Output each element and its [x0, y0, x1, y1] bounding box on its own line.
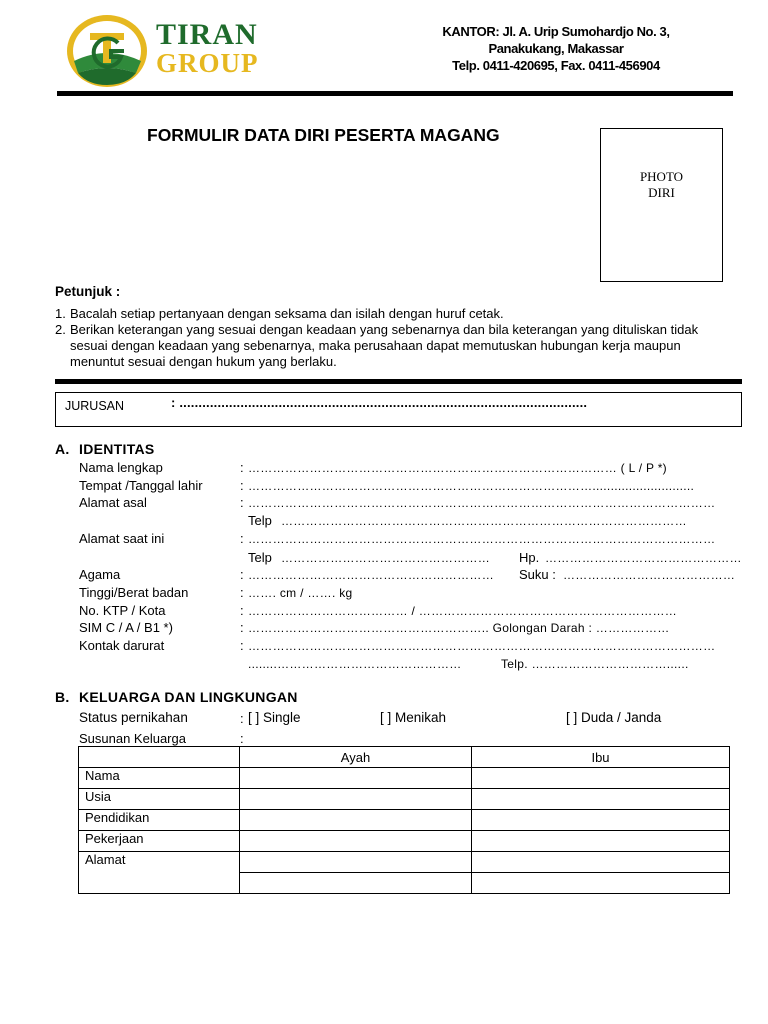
- ktp-input[interactable]: ………………………………… / ………………………………………………………: [248, 604, 678, 618]
- office-line-3: Telp. 0411-420695, Fax. 0411-456904: [452, 58, 660, 73]
- table-row: [79, 852, 730, 873]
- ttl-label: Tempat /Tanggal lahir: [79, 478, 203, 493]
- ktp-label: No. KTP / Kota: [79, 603, 166, 618]
- tinggi-input[interactable]: ……. cm / ……. kg: [248, 586, 353, 600]
- agama-label: Agama: [79, 567, 121, 582]
- brand-name-bottom: GROUP: [156, 48, 259, 78]
- table-row: [79, 789, 730, 810]
- table-row: [79, 810, 730, 831]
- telp-ini-input[interactable]: ……………………………………………: [281, 551, 491, 565]
- row-label-pendidikan: Pendidikan: [79, 810, 240, 831]
- row-label-nama: Nama: [79, 768, 240, 789]
- photo-box[interactable]: [600, 128, 723, 282]
- cell-ayah-alamat-1[interactable]: [240, 852, 472, 873]
- suku-input[interactable]: ……………………………………: [563, 568, 736, 582]
- tinggi-label: Tinggi/Berat badan: [79, 585, 189, 600]
- kontak-telp-input[interactable]: Telp. ……………………………......: [501, 657, 689, 671]
- ttl-input[interactable]: …………………………………………………………………………............................: [248, 479, 695, 493]
- cell-ibu-alamat-2[interactable]: [472, 873, 730, 894]
- cell-ayah-usia[interactable]: [240, 789, 472, 810]
- colon: :: [240, 638, 244, 653]
- colon: :: [240, 460, 244, 475]
- form-title: FORMULIR DATA DIRI PESERTA MAGANG: [147, 125, 500, 145]
- colon: :: [240, 531, 244, 546]
- section-b-title: KELUARGA DAN LINGKUNGAN: [79, 689, 298, 705]
- sim-input[interactable]: ………………………………………………….. Golongan Darah : ………………: [248, 621, 670, 635]
- photo-label-1: PHOTO: [639, 169, 684, 184]
- row-label-usia: Usia: [79, 789, 240, 810]
- cell-ibu-nama[interactable]: [472, 768, 730, 789]
- colon: :: [240, 711, 244, 726]
- telp-ini-label: Telp: [248, 550, 272, 565]
- section-b-letter: B.: [55, 689, 70, 705]
- hp-input[interactable]: …………………………………………: [545, 551, 742, 565]
- section-divider: [55, 379, 742, 384]
- alamat-asal-label: Alamat asal: [79, 495, 147, 510]
- telp-asal-label: Telp: [248, 513, 272, 528]
- row-label-pekerjaan: Pekerjaan: [79, 831, 240, 852]
- instruction-item: [55, 306, 735, 322]
- cell-ayah-nama[interactable]: [240, 768, 472, 789]
- suku-label: Suku :: [519, 567, 556, 582]
- office-address: [406, 23, 706, 74]
- kontak-input-line2[interactable]: ........………………………………………: [248, 657, 462, 671]
- instruction-number: 1.: [55, 306, 66, 321]
- instruction-text: Bacalah setiap pertanyaan dengan seksama dan isilah dengan huruf cetak.: [70, 306, 504, 321]
- section-a-heading: [55, 441, 155, 457]
- nama-label: Nama lengkap: [79, 460, 163, 475]
- agama-input[interactable]: ……………………………………………………: [248, 568, 494, 582]
- colon: :: [240, 495, 244, 510]
- colon: :: [240, 603, 244, 618]
- colon: :: [240, 567, 244, 582]
- jurusan-label: JURUSAN: [65, 399, 125, 413]
- cell-ayah-alamat-2[interactable]: [240, 873, 472, 894]
- jurusan-field[interactable]: [55, 392, 742, 427]
- table-header-ibu: Ibu: [472, 747, 730, 768]
- tiran-group-logo: [66, 13, 148, 88]
- hp-label: Hp.: [519, 550, 540, 565]
- instruction-text: Berikan keterangan yang sesuai dengan keadaan yang sebenarnya dan bila keterangan yang dituliskan tidak sesuai dengan keadaan yang sebenarnya, maka perusahaan dapat memutuskan hubungan kerja maupun menuntut sesuai dengan hukum yang berlaku.: [70, 322, 699, 369]
- header-divider: [57, 91, 733, 96]
- alamat-ini-input[interactable]: ……………………………………………………………………………………………………: [248, 532, 716, 546]
- jurusan-input[interactable]: : ...........................................................................................................: [171, 395, 588, 410]
- instruction-number: 2.: [55, 322, 66, 337]
- table-header-ayah: Ayah: [240, 747, 472, 768]
- photo-label-2: DIRI: [648, 185, 675, 200]
- colon: :: [240, 478, 244, 493]
- cell-ibu-pendidikan[interactable]: [472, 810, 730, 831]
- instructions-list: [55, 306, 735, 370]
- cell-ibu-pekerjaan[interactable]: [472, 831, 730, 852]
- office-line-2: Panakukang, Makassar: [488, 41, 624, 56]
- colon: :: [240, 585, 244, 600]
- telp-asal-input[interactable]: ………………………………………………………………………………………: [281, 514, 687, 528]
- alamat-asal-input[interactable]: ……………………………………………………………………………………………………: [248, 496, 716, 510]
- cell-ayah-pekerjaan[interactable]: [240, 831, 472, 852]
- section-a-title: IDENTITAS: [79, 441, 155, 457]
- nama-input[interactable]: ……………………………………………………………………………… ( L / P *): [248, 461, 667, 475]
- alamat-ini-label: Alamat saat ini: [79, 531, 165, 546]
- family-table: [78, 746, 730, 894]
- susunan-label: Susunan Keluarga: [79, 731, 186, 746]
- table-header-row: [79, 747, 730, 768]
- instruction-item: [55, 322, 735, 370]
- brand-name-top: TIRAN: [156, 18, 258, 51]
- row-label-alamat: Alamat: [79, 852, 240, 894]
- cell-ibu-usia[interactable]: [472, 789, 730, 810]
- colon: :: [240, 620, 244, 635]
- status-label: Status pernikahan: [79, 710, 188, 725]
- office-line-1: KANTOR: Jl. A. Urip Sumohardjo No. 3,: [442, 24, 670, 39]
- instructions-heading: Petunjuk :: [55, 284, 121, 299]
- cell-ibu-alamat-1[interactable]: [472, 852, 730, 873]
- table-row: [79, 768, 730, 789]
- status-option-duda-janda[interactable]: [ ] Duda / Janda: [566, 710, 662, 725]
- status-option-menikah[interactable]: [ ] Menikah: [380, 710, 447, 725]
- section-b-heading: [55, 689, 298, 705]
- cell-ayah-pendidikan[interactable]: [240, 810, 472, 831]
- table-row: [79, 831, 730, 852]
- sim-label: SIM C / A / B1 *): [79, 620, 173, 635]
- section-a-letter: A.: [55, 441, 70, 457]
- kontak-input[interactable]: ……………………………………………………………………………………………………: [248, 639, 716, 653]
- status-option-single[interactable]: [ ] Single: [248, 710, 301, 725]
- kontak-label: Kontak darurat: [79, 638, 165, 653]
- colon: :: [240, 731, 244, 746]
- table-header-empty: [79, 747, 240, 768]
